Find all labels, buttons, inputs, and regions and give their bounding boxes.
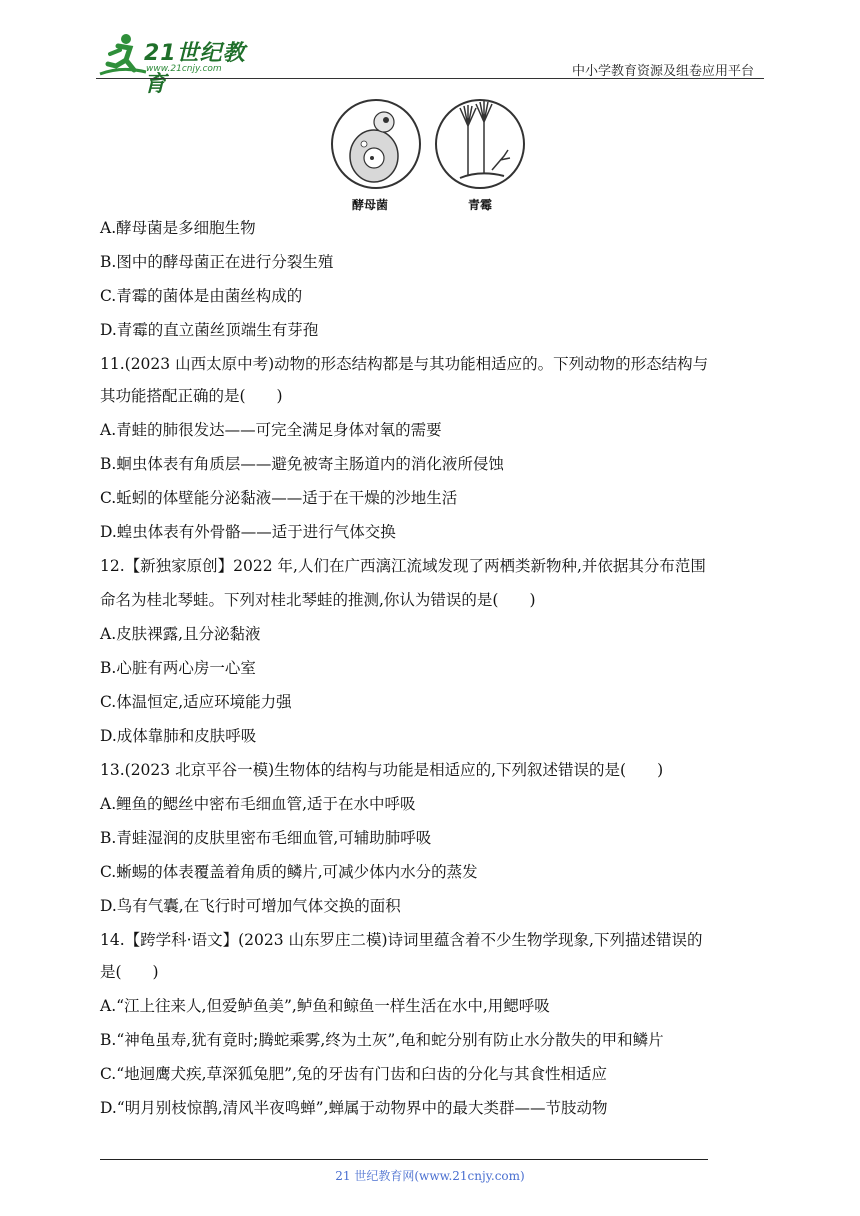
text-line: A.“江上往来人,但爱鲈鱼美”,鲈鱼和鲸鱼一样生活在水中,用鳃呼吸 — [100, 997, 550, 1015]
fungi-illustration — [328, 96, 528, 196]
text-line: B.图中的酵母菌正在进行分裂生殖 — [100, 253, 334, 271]
text-line: A.酵母菌是多细胞生物 — [100, 219, 256, 237]
footer-text: 21 世纪教育网(www.21cnjy.com) — [335, 1169, 525, 1183]
text-line: D.鸟有气囊,在飞行时可增加气体交换的面积 — [100, 897, 401, 915]
text-line: A.皮肤裸露,且分泌黏液 — [100, 625, 261, 643]
runner-logo-icon — [96, 30, 148, 80]
text-line: D.蝗虫体表有外骨骼——适于进行气体交换 — [100, 523, 396, 541]
logo-url: www.21cnjy.com — [146, 64, 222, 74]
yeast-drawing — [332, 100, 420, 188]
text-line: B.蛔虫体表有角质层——避免被寄主肠道内的消化液所侵蚀 — [100, 455, 504, 473]
text-line: 命名为桂北琴蛙。下列对桂北琴蛙的推测,你认为错误的是( ) — [100, 591, 536, 609]
penicillium-label: 青霉 — [468, 198, 493, 212]
footer-divider — [100, 1159, 708, 1160]
text-line: A.青蛙的肺很发达——可完全满足身体对氧的需要 — [100, 421, 442, 439]
text-line: 11.(2023 山西太原中考)动物的形态结构都是与其功能相适应的。下列动物的形态结构与 — [100, 355, 709, 373]
fungi-figure — [328, 96, 528, 216]
text-line: 12.【新独家原创】2022 年,人们在广西漓江流域发现了两栖类新物种,并依据其分布范围 — [100, 557, 706, 575]
text-line: B.心脏有两心房一心室 — [100, 659, 256, 677]
text-line: C.“地迥鹰犬疾,草深狐兔肥”,兔的牙齿有门齿和臼齿的分化与其食性相适应 — [100, 1065, 607, 1083]
yeast-label: 酵母菌 — [352, 198, 389, 212]
header-divider — [96, 78, 764, 79]
text-line: A.鲤鱼的鳃丝中密布毛细血管,适于在水中呼吸 — [100, 795, 416, 813]
text-line: 13.(2023 北京平谷一模)生物体的结构与功能是相适应的,下列叙述错误的是( ) — [100, 761, 664, 779]
text-line: C.体温恒定,适应环境能力强 — [100, 693, 292, 711]
logo-title: 21世纪教育 — [144, 41, 246, 97]
page-header — [96, 30, 760, 97]
text-line: D.成体靠肺和皮肤呼吸 — [100, 727, 257, 745]
text-line: C.蚯蚓的体壁能分泌黏液——适于在干燥的沙地生活 — [100, 489, 458, 507]
text-line: 其功能搭配正确的是( ) — [100, 387, 283, 405]
text-line: D.青霉的直立菌丝顶端生有芽孢 — [100, 321, 319, 339]
text-line: C.青霉的菌体是由菌丝构成的 — [100, 287, 303, 305]
text-line: D.“明月别枝惊鹊,清风半夜鸣蝉”,蝉属于动物界中的最大类群——节肢动物 — [100, 1099, 608, 1117]
text-line: 14.【跨学科·语文】(2023 山东罗庄二模)诗词里蕴含着不少生物学现象,下列描述错误的 — [100, 931, 703, 949]
text-line: C.蜥蜴的体表覆盖着角质的鳞片,可减少体内水分的蒸发 — [100, 863, 478, 881]
penicillium-drawing — [436, 100, 524, 188]
header-tagline: 中小学教育资源及组卷应用平台 — [571, 64, 754, 79]
text-line: 是( ) — [100, 963, 159, 981]
site-logo — [96, 30, 266, 97]
text-line: B.“神龟虽寿,犹有竟时;腾蛇乘雾,终为土灰”,龟和蛇分别有防止水分散失的甲和鳞片 — [100, 1031, 664, 1049]
text-line: B.青蛙湿润的皮肤里密布毛细血管,可辅助肺呼吸 — [100, 829, 432, 847]
